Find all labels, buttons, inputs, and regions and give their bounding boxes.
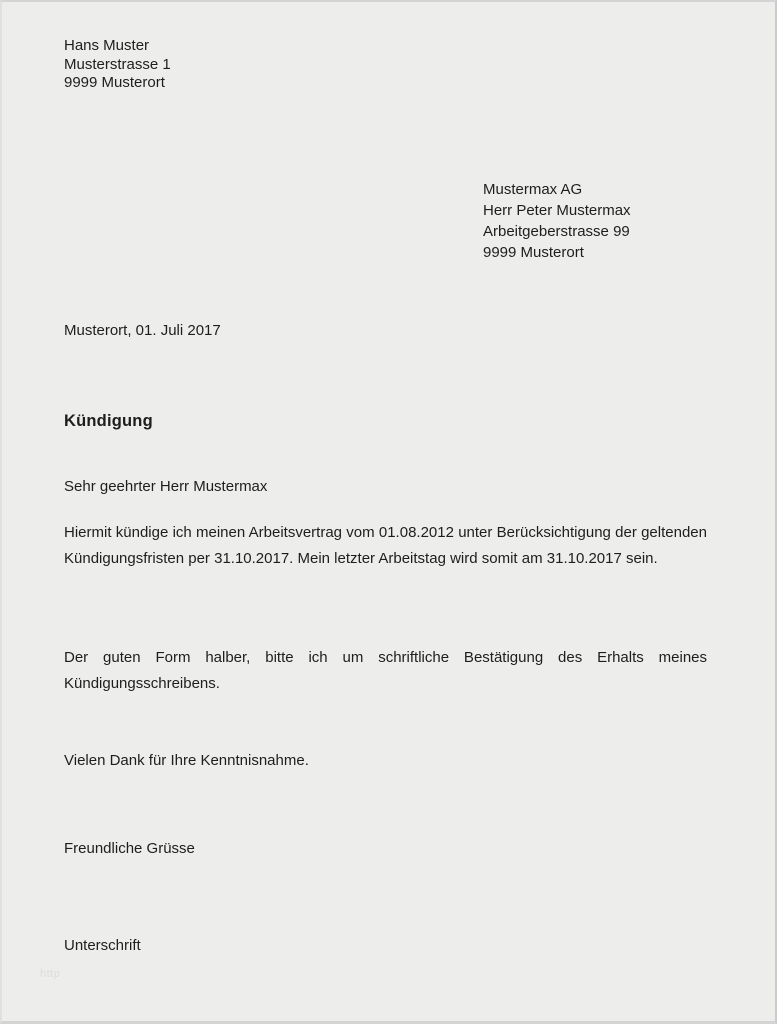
recipient-company: Mustermax AG xyxy=(483,181,583,198)
sender-street: Musterstrasse 1 xyxy=(64,55,171,73)
sender-address-block xyxy=(64,37,171,93)
recipient-address-block xyxy=(483,179,631,263)
body-paragraph-confirmation-request: Der guten Form halber, bitte ich um schriftliche Bestätigung des Erhalts meines Kündigungsschreibens. xyxy=(64,649,707,692)
closing-line: Freundliche Grüsse xyxy=(64,840,195,857)
recipient-city: 9999 Musterort xyxy=(483,244,584,261)
salutation: Sehr geehrter Herr Mustermax xyxy=(64,478,268,495)
signature-label: Unterschrift xyxy=(64,937,141,954)
faint-watermark-text: http xyxy=(40,968,61,980)
subject-heading: Kündigung xyxy=(64,412,153,430)
body-paragraph-thanks: Vielen Dank für Ihre Kenntnisnahme. xyxy=(64,752,309,769)
body-paragraph-termination: Hiermit kündige ich meinen Arbeitsvertrag vom 01.08.2012 unter Berücksichtigung der geltenden Kündigungsfristen per 31.10.2017. Mein letzter Arbeitstag wird somit am 31.10.2017 sein. xyxy=(64,524,707,567)
sender-city: 9999 Musterort xyxy=(64,74,165,91)
date-line: Musterort, 01. Juli 2017 xyxy=(64,322,221,339)
recipient-street: Arbeitgeberstrasse 99 xyxy=(483,223,630,240)
sender-name: Hans Muster xyxy=(64,37,150,54)
recipient-contact: Herr Peter Mustermax xyxy=(483,202,631,219)
